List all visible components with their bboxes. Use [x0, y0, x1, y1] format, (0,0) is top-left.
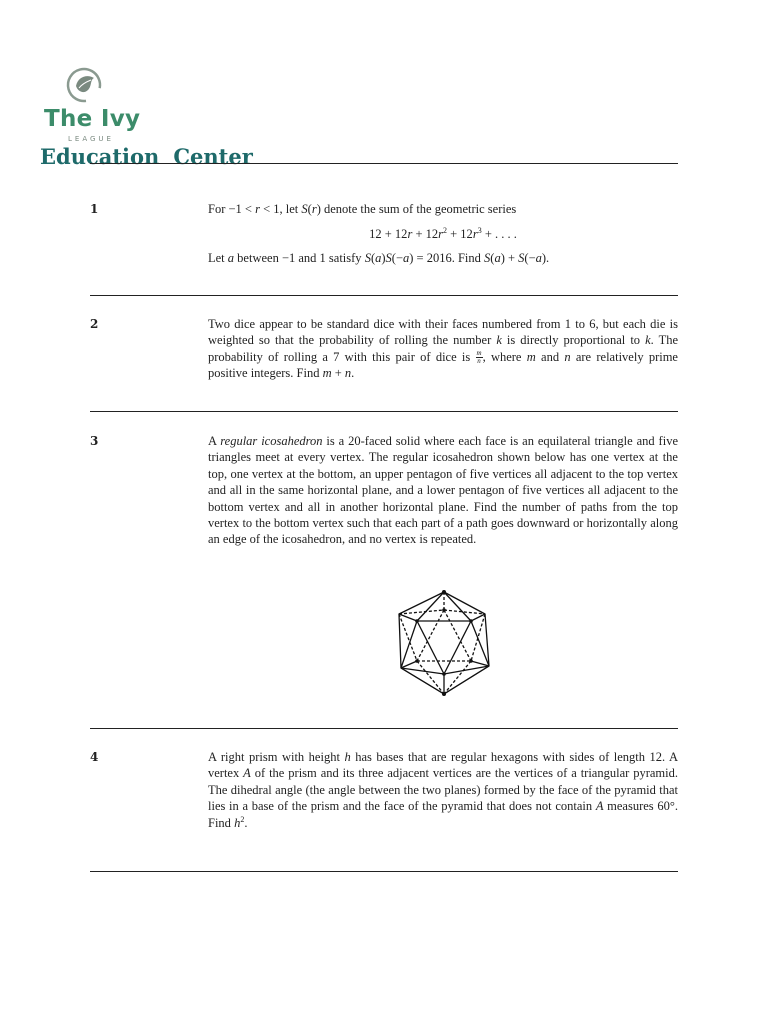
problem-3-text: A regular icosahedron is a 20-faced solid where each face is an equilateral triangle and five triangles meet at every vertex. The regular icosahedron shown below has one vertex at the top, one vertex at the bottom, an upper pentagon of five vertices all adjacent to the top vertex and all in the same horizontal plane, and a lower pentagon of five vertices all adjacent to the bottom vertex and all in another horizontal plane. Find the number of paths from the top vertex to the bottom vertex such that each part of a path goes downward or horizontally along an edge of the icosahedron, and no vertex is repeated. — [208, 434, 678, 547]
logo-text-education-center — [40, 144, 253, 169]
fraction-m-over-n: $\frac{m}{n}$ — [476, 349, 482, 366]
problem-divider — [90, 871, 678, 872]
logo-text-center: Center — [173, 144, 253, 169]
problem-3-number: 3 — [90, 434, 99, 448]
problem-1-intro: For −1 < r < 1, let S(r) denote the sum of the geometric series — [208, 202, 517, 216]
problem-2-number: 2 — [90, 317, 99, 331]
problem-1-text — [208, 201, 678, 266]
logo-text-league: LEAGUE — [68, 135, 114, 143]
icosahedron-figure-icon — [393, 588, 495, 698]
problem-1-series: $12 + 12r + 12r^2 + 12r^3$ + . . . . — [369, 226, 517, 242]
problem-4-text: A right prism with height h has bases that are regular hexagons with sides of length 12. A vertex A of the prism and its three adjacent vertices are the vertices of a triangular pyramid. The dihedral angle (the angle between the two planes) formed by the face of the pyramid that lies in a base of the prism and the face of the pyramid that does not contain A measures 60°. Find $h^2$. — [208, 750, 679, 830]
problem-divider — [90, 411, 678, 412]
problem-2-text: Two dice appear to be standard dice with their faces numbered from 1 to 6, but each die is weighted so that the probability of rolling the number k is directly proportional to k. The probability of rolling a 7 with this pair of dice is $\frac{m}{n}$ , where m and n are relatively prime positive integers. Find m + n. — [208, 317, 679, 381]
header-divider — [90, 163, 678, 164]
brand-logo — [40, 66, 253, 169]
problem-4-number: 4 — [90, 750, 99, 764]
problem-1-question: Let a between −1 and 1 satisfy S(a)S(−a) = 2016. Find S(a) + S(−a). — [208, 250, 550, 265]
leaf-ring-logo-icon — [62, 66, 106, 106]
logo-text-the-ivy: The Ivy — [44, 106, 141, 132]
problem-divider — [90, 295, 678, 296]
problem-1-number: 1 — [90, 202, 99, 216]
problem-divider — [90, 728, 678, 729]
logo-text-education: Education — [40, 144, 160, 169]
